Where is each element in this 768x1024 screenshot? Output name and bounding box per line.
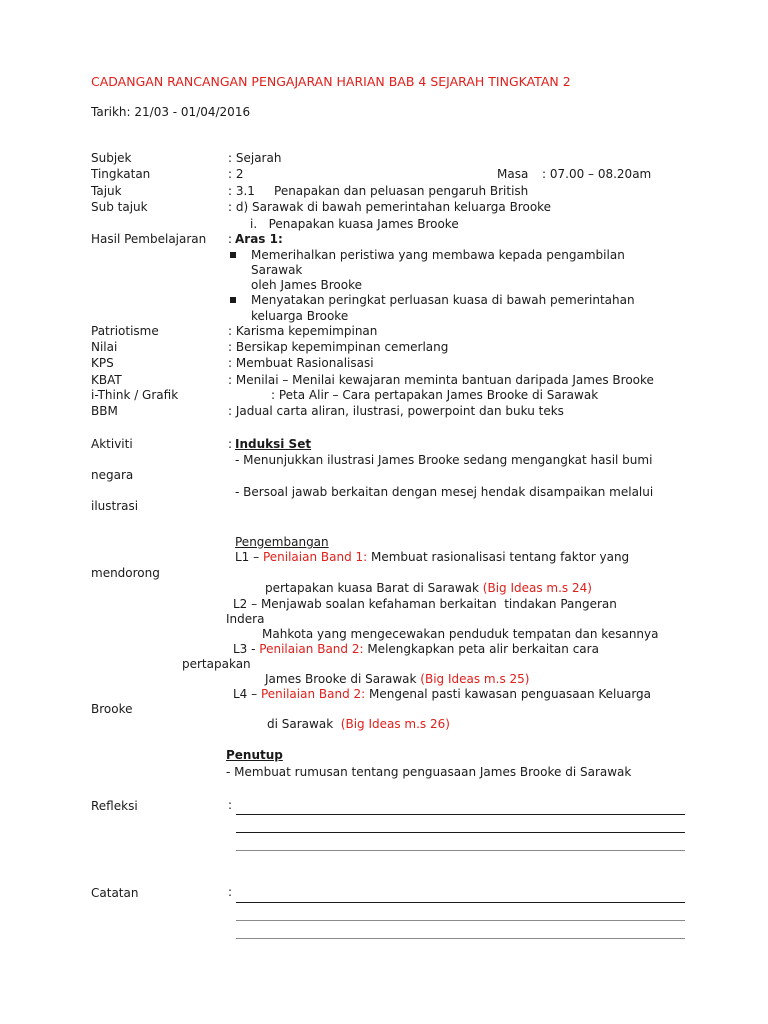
value-kbat: : Menilai – Menilai kewajaran meminta bantuan daripada James Brooke (228, 373, 654, 387)
l2-line: L2 – Menjawab soalan kefahaman berkaitan tindakan Pangeran (233, 597, 617, 611)
catatan-line-3 (236, 938, 685, 939)
label-hasil-pembelajaran: Hasil Pembelajaran (91, 232, 207, 246)
l4-text: Mengenal pasti kawasan penguasaan Keluarga (365, 687, 652, 701)
label-tingkatan: Tingkatan (91, 167, 151, 181)
refleksi-line-1 (236, 814, 685, 815)
induksi-heading: Induksi Set (235, 437, 312, 451)
induksi-item-2: - Bersoal jawab berkaitan dengan mesej hendak disampaikan melalui (235, 485, 654, 499)
hasil-colon: : (228, 232, 233, 246)
bullet-icon (230, 297, 236, 303)
l4-ref: (Big Ideas m.s 26) (340, 717, 450, 731)
hasil-bullet-1-line-2: Sarawak (251, 263, 303, 277)
label-nilai: Nilai (91, 340, 118, 354)
aras-heading: Aras 1: (235, 232, 283, 246)
l1-text: Membuat rasionalisasi tentang faktor yang (367, 550, 630, 564)
l3-cont-line (265, 672, 529, 687)
l2-wrap: Indera (226, 612, 265, 626)
aktiviti-colon: : (228, 437, 233, 451)
hasil-bullet-2-line-1: Menyatakan peringkat perluasan kuasa di bawah pemerintahan (251, 293, 635, 307)
l3-line (233, 642, 599, 657)
value-masa: : 07.00 – 08.20am (542, 167, 652, 181)
l4-line (233, 687, 651, 702)
l3-prefix: L3 - (233, 642, 260, 656)
label-patriotisme: Patriotisme (91, 324, 159, 338)
label-subjek: Subjek (91, 151, 132, 165)
hasil-bullet-1-line-3: oleh James Brooke (251, 278, 362, 292)
l3-wrap: pertapakan (182, 657, 251, 671)
l3-cont: James Brooke di Sarawak (265, 672, 421, 686)
l1-band: Penilaian Band 1: (262, 550, 368, 564)
l2-cont: Mahkota yang mengecewakan penduduk tempatan dan kesannya (262, 627, 659, 641)
penutup-heading: Penutup (226, 748, 283, 762)
value-patriotisme: : Karisma kepemimpinan (228, 324, 378, 338)
l1-prefix: L1 – (235, 550, 263, 564)
l4-cont: di Sarawak (267, 717, 341, 731)
value-bbm: : Jadual carta aliran, ilustrasi, powerpoint dan buku teks (228, 404, 564, 418)
value-tajuk: : 3.1 Penapakan dan peluasan pengaruh British (228, 184, 529, 198)
catatan-line-1 (236, 902, 685, 903)
value-kps: : Membuat Rasionalisasi (228, 356, 374, 370)
l3-band: Penilaian Band 2: (259, 642, 364, 656)
induksi-item-1: - Menunjukkan ilustrasi James Brooke sedang mengangkat hasil bumi (235, 453, 653, 467)
l3-ref: (Big Ideas m.s 25) (420, 672, 530, 686)
label-ithink: i-Think / Grafik (91, 388, 179, 402)
label-bbm: BBM (91, 404, 118, 418)
value-nilai: : Bersikap kepemimpinan cemerlang (228, 340, 449, 354)
induksi-item-2-wrap: ilustrasi (91, 499, 139, 513)
label-aktiviti: Aktiviti (91, 437, 133, 451)
refleksi-line-2 (236, 832, 685, 833)
penutup-text: - Membuat rumusan tentang penguasaan James Brooke di Sarawak (226, 765, 632, 779)
catatan-colon: : (228, 885, 233, 899)
l4-band: Penilaian Band 2: (260, 687, 366, 701)
label-refleksi: Refleksi (91, 799, 138, 813)
l1-cont: pertapakan kuasa Barat di Sarawak (265, 581, 483, 595)
l4-cont-line (267, 717, 450, 732)
label-sub-tajuk: Sub tajuk (91, 200, 148, 214)
l4-wrap: Brooke (91, 702, 133, 716)
value-subjek: : Sejarah (228, 151, 282, 165)
document-title: CADANGAN RANCANGAN PENGAJARAN HARIAN BAB 4 SEJARAH TINGKATAN 2 (91, 74, 571, 89)
induksi-item-1-wrap: negara (91, 468, 134, 482)
label-kbat: KBAT (91, 373, 122, 387)
label-masa: Masa (497, 167, 529, 181)
label-kps: KPS (91, 356, 114, 370)
l1-line (235, 550, 629, 565)
l4-prefix: L4 – (233, 687, 261, 701)
sub-tajuk-item: i. Penapakan kuasa James Brooke (250, 217, 459, 231)
value-ithink: : Peta Alir – Cara pertapakan James Brooke di Sarawak (271, 388, 599, 402)
date-line: Tarikh: 21/03 - 01/04/2016 (91, 105, 251, 119)
refleksi-line-3 (236, 850, 685, 851)
hasil-bullet-2-line-2: keluarga Brooke (251, 309, 349, 323)
l1-cont-line (265, 581, 592, 596)
label-tajuk: Tajuk (91, 184, 122, 198)
value-tingkatan: : 2 (228, 167, 244, 181)
bullet-icon (230, 252, 236, 258)
hasil-bullet-1-line-1: Memerihalkan peristiwa yang membawa kepada pengambilan (251, 248, 625, 262)
pengembangan-heading: Pengembangan (235, 535, 329, 549)
catatan-line-2 (236, 920, 685, 921)
l1-ref: (Big Ideas m.s 24) (482, 581, 592, 595)
l3-text: Melengkapkan peta alir berkaitan cara (363, 642, 599, 656)
l1-wrap: mendorong (91, 566, 160, 580)
value-sub-tajuk: : d) Sarawak di bawah pemerintahan keluarga Brooke (228, 200, 552, 214)
label-catatan: Catatan (91, 886, 139, 900)
refleksi-colon: : (228, 798, 233, 812)
